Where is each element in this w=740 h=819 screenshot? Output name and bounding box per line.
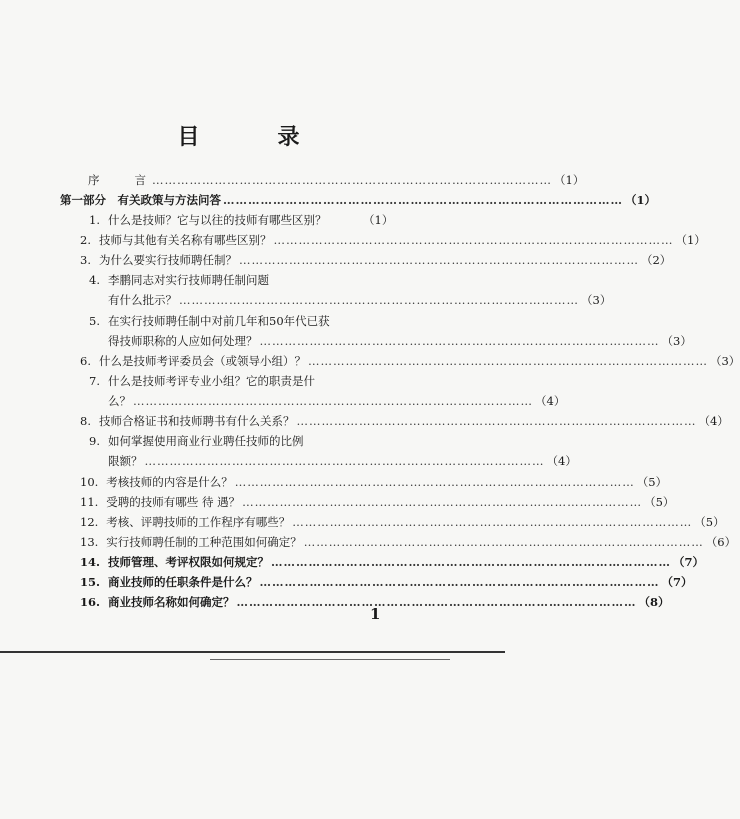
- toc-entry-text: 什么是技师考评委员会（或领导小组）？: [98, 354, 306, 368]
- toc-entry-text: 如何掌握使用商业行业聘任技师的比例: [108, 434, 304, 448]
- leader-dots: ……………………………………………………………………………………: [307, 354, 708, 368]
- leader-dots: ……………………………………………………………………………………: [273, 233, 674, 247]
- toc-entry-number: 16.: [80, 595, 101, 609]
- toc-entry-number: 4.: [89, 273, 100, 287]
- toc-entry-text: 商业技师名称如何确定？: [108, 595, 235, 609]
- toc-entry-page: （7）: [661, 575, 693, 589]
- toc-entry-text: 为什么要实行技师聘任制？: [98, 253, 237, 267]
- toc-entry: [80, 413, 729, 429]
- toc-entry-continuation: [108, 292, 612, 308]
- toc-entry: [80, 574, 693, 590]
- toc-entry-text: 第一部分 有关政策与方法问答: [60, 193, 221, 207]
- toc-entry: [80, 232, 706, 248]
- toc-entry: [80, 252, 672, 268]
- toc-entry-page: （1）: [363, 213, 394, 227]
- toc-entry: [80, 534, 737, 550]
- toc-entry: [80, 313, 393, 329]
- toc-entry-text: 受聘的技师有哪些 待 遇？: [106, 495, 241, 509]
- toc-entry-continuation: [108, 453, 577, 469]
- leader-dots: ……………………………………………………………………………………: [259, 575, 660, 589]
- leader-dots: ……………………………………………………………………………………: [238, 253, 639, 267]
- toc-entry-continuation: [108, 333, 692, 349]
- toc-entry-page: （4）: [698, 414, 729, 428]
- leader-dots: ……………………………………………………………………………………: [223, 193, 623, 207]
- toc-entry-page: （7）: [673, 555, 705, 569]
- toc-entry-continuation: [108, 393, 566, 409]
- toc-entry-number: 13.: [80, 535, 99, 549]
- toc-entry-number: 1.: [89, 213, 100, 227]
- toc-entry: [80, 373, 393, 389]
- leader-dots: ……………………………………………………………………………………: [292, 515, 693, 529]
- toc-entry-text: 技师管理、考评权限如何规定？: [108, 555, 269, 569]
- toc-entry-text: 在实行技师聘任制中对前几年和50年代已获: [108, 314, 330, 328]
- toc-entry-text: 序 言: [88, 173, 150, 187]
- toc-entry: [80, 554, 705, 570]
- toc-entry-page: （1）: [675, 233, 706, 247]
- leader-dots: ……………………………………………………………………………………: [144, 454, 545, 468]
- toc-entry-number: 2.: [80, 233, 91, 247]
- toc-entry-text: 商业技师的任职条件是什么？: [108, 575, 258, 589]
- toc-entry-page: （3）: [661, 334, 692, 348]
- page-number: 1: [370, 605, 381, 623]
- toc-entry-number: 7.: [89, 374, 100, 388]
- toc-entry: [80, 474, 668, 490]
- toc-entry-number: 3.: [80, 253, 91, 267]
- toc-entry-number: 12.: [80, 515, 99, 529]
- toc-entry-page: （5）: [644, 495, 675, 509]
- leader-dots: ……………………………………………………………………………………: [152, 173, 552, 187]
- leader-dots: ……………………………………………………………………………………: [303, 535, 704, 549]
- toc-entry-number: 9.: [89, 434, 100, 448]
- leader-dots: ……………………………………………………………………………………: [234, 475, 635, 489]
- toc-entry-part-one: [60, 192, 657, 208]
- toc-entry-text: 考核、评聘技师的工作程序有哪些？: [106, 515, 291, 529]
- toc-entry-text: 考核技师的内容是什么？: [106, 475, 233, 489]
- toc-entry-text: 什么是技师考评专业小组？它的职责是什: [108, 374, 315, 388]
- toc-entry-number: 10.: [80, 475, 99, 489]
- toc-entry-number: 6.: [80, 354, 91, 368]
- page-title: 目 录: [177, 124, 328, 150]
- toc-entry-number: 14.: [80, 555, 101, 569]
- toc-entry-number: 11.: [80, 495, 99, 509]
- leader-dots: ……………………………………………………………………………………: [259, 334, 660, 348]
- leader-dots: ……………………………………………………………………………………: [271, 555, 671, 569]
- toc-entry: [80, 272, 393, 288]
- toc-entry: [80, 212, 393, 228]
- toc-entry-text: 技师与其他有关名称有哪些区别？: [98, 233, 272, 247]
- toc-entry: [80, 514, 725, 530]
- toc-entry-text: 限额？: [108, 454, 143, 468]
- toc-entry-page: （4）: [546, 454, 577, 468]
- toc-entry: [80, 353, 740, 369]
- horizontal-rule: [0, 651, 505, 653]
- toc-entry: [80, 594, 670, 610]
- leader-dots: ……………………………………………………………………………………: [296, 414, 697, 428]
- toc-entry-page: （6）: [705, 535, 737, 549]
- toc-entry-number: 8.: [80, 414, 91, 428]
- leader-dots: ……………………………………………………………………………………: [242, 495, 643, 509]
- toc-entry-text: 实行技师聘任制的工种范围如何确定？: [106, 535, 302, 549]
- leader-dots: ……………………………………………………………………………………: [133, 394, 533, 408]
- toc-entry-page: （1）: [554, 173, 585, 187]
- toc-entry-preface: [88, 172, 585, 188]
- toc-entry: [80, 433, 393, 449]
- toc-entry-text: 技师合格证书和技师聘书有什么关系？: [98, 414, 295, 428]
- toc-entry-page: （3）: [581, 293, 612, 307]
- toc-entry-page: （8）: [638, 595, 670, 609]
- toc-entry: [80, 494, 675, 510]
- toc-entry-page: （1）: [625, 193, 657, 207]
- toc-entry-page: （3）: [709, 354, 740, 368]
- toc-entry-number: 15.: [80, 575, 101, 589]
- toc-entry-text: 有什么批示？: [108, 293, 177, 307]
- toc-entry-text: 得技师职称的人应如何处理？: [108, 334, 258, 348]
- leader-dots: ……………………………………………………………………………………: [179, 293, 579, 307]
- toc-entry-page: （2）: [640, 253, 672, 267]
- leader-dots: ……………………………………………………………………………………: [236, 595, 637, 609]
- toc-entry-page: （5）: [694, 515, 725, 529]
- toc-entry-text: 李鹏同志对实行技师聘任制问题: [108, 273, 269, 287]
- toc-entry-page: （5）: [636, 475, 668, 489]
- toc-entry-page: （4）: [535, 394, 566, 408]
- horizontal-rule: [210, 659, 450, 660]
- toc-entry-number: 5.: [89, 314, 100, 328]
- toc-entry-text: 么？: [108, 394, 131, 408]
- toc-entry-text: 什么是技师？它与以往的技师有哪些区别？: [108, 213, 327, 227]
